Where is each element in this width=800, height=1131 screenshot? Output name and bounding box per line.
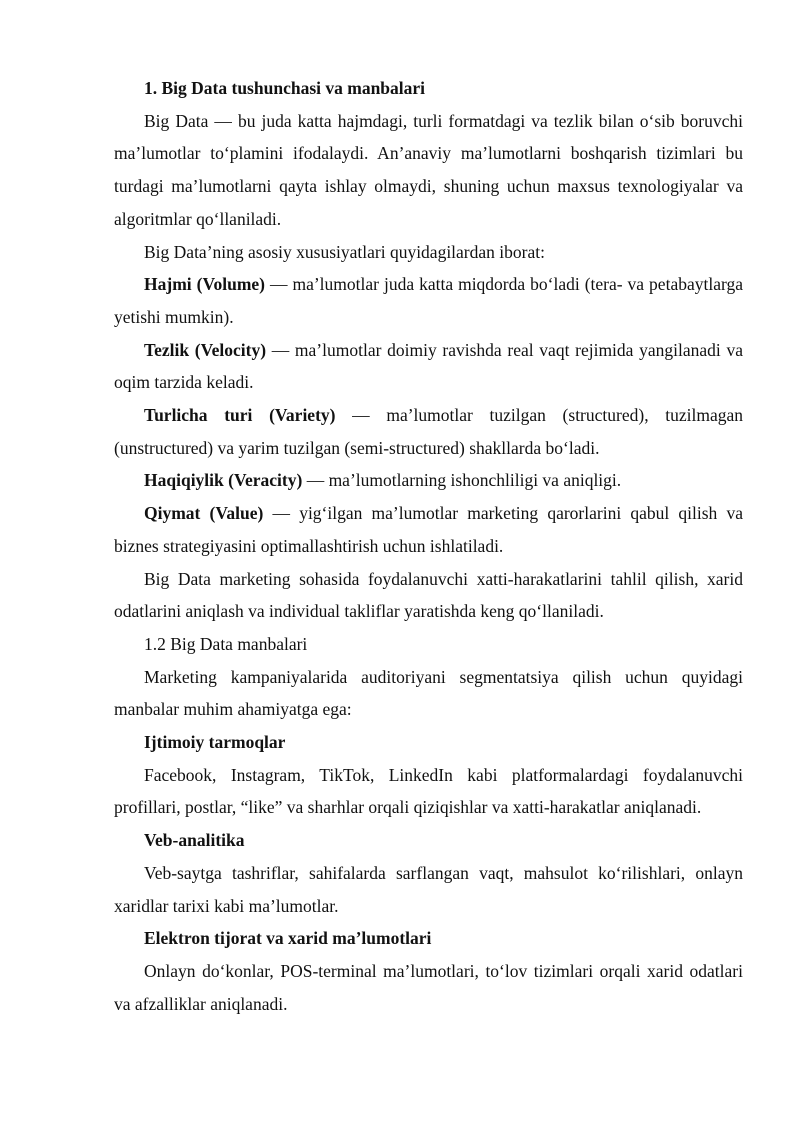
feature-term: Tezlik (Velocity) (144, 339, 267, 360)
sources-intro: Marketing kampaniyalarida auditoriyani segmentatsiya qilish uchun quyidagi manbalar muhim ahamiyatga ega: (114, 666, 743, 720)
subsection-title: 1.2 Big Data manbalari (144, 633, 308, 654)
feature-text: — ma’lumotlar tuzilgan (structured), tuzilmagan (unstructured) va yarim tuzilgan (semi-structured) shakllarda bo‘ladi. (114, 405, 743, 458)
feature-text: — ma’lumotlar juda katta miqdorda bo‘ladi (tera- va petabaytlarga yetishi mumkin). (114, 274, 743, 327)
source-text-web: Veb-saytga tashriflar, sahifalarda sarflangan vaqt, mahsulot ko‘rilishlari, onlayn xaridlar tarixi kabi ma’lumotlar. (114, 862, 743, 916)
feature-term: Haqiqiylik (Veracity) (144, 470, 303, 491)
source-heading-social: Ijtimoiy tarmoqlar (144, 732, 286, 753)
feature-term: Hajmi (Volume) (144, 274, 265, 295)
feature-volume (114, 268, 743, 333)
source-text-ecommerce: Onlayn do‘konlar, POS-terminal ma’lumotlari, to‘lov tizimlari orqali xarid odatlari va afzalliklar aniqlanadi. (114, 960, 743, 1014)
intro-paragraph: Big Data — bu juda katta hajmdagi, turli formatdagi va tezlik bilan o‘sib boruvchi ma’lumotlar to‘plamini ifodalaydi. An’anaviy ma’lumotlarni boshqarish tizimlari bu turdagi ma’lumotlarni qayta ishlay olmaydi, shuning uchun maxsus texnologiyalar va algoritmlar qo‘llaniladi. (114, 110, 743, 229)
section-title: 1. Big Data tushunchasi va manbalari (144, 78, 426, 98)
feature-term: Qiymat (Value) (144, 503, 264, 524)
feature-text: — ma’lumotlar doimiy ravishda real vaqt rejimida yangilanadi va oqim tarzida keladi. (114, 339, 743, 393)
feature-term: Turlicha turi (Variety) (144, 405, 336, 426)
document-page (114, 72, 743, 1020)
feature-velocity (114, 334, 743, 399)
features-intro: Big Data’ning asosiy xususiyatlari quyidagilardan iborat: (144, 241, 545, 262)
source-heading-web: Veb-analitika (144, 830, 245, 851)
feature-text: — ma’lumotlarning ishonchliligi va aniqligi. (302, 470, 622, 491)
feature-text: — yig‘ilgan ma’lumotlar marketing qarorlarini qabul qilish va biznes strategiyasini optimallashtirish uchun ishlatiladi. (114, 503, 743, 556)
feature-veracity (114, 464, 743, 497)
feature-value (114, 497, 743, 562)
feature-variety (114, 399, 743, 464)
usage-paragraph: Big Data marketing sohasida foydalanuvchi xatti-harakatlarini tahlil qilish, xarid odatlarini aniqlash va individual takliflar yaratishda keng qo‘llaniladi. (114, 568, 743, 622)
source-text-social: Facebook, Instagram, TikTok, LinkedIn kabi platformalardagi foydalanuvchi profillari, postlar, “like” va sharhlar orqali qiziqishlar va xatti-harakatlar aniqlanadi. (114, 764, 743, 818)
source-heading-ecommerce: Elektron tijorat va xarid ma’lumotlari (144, 928, 432, 949)
